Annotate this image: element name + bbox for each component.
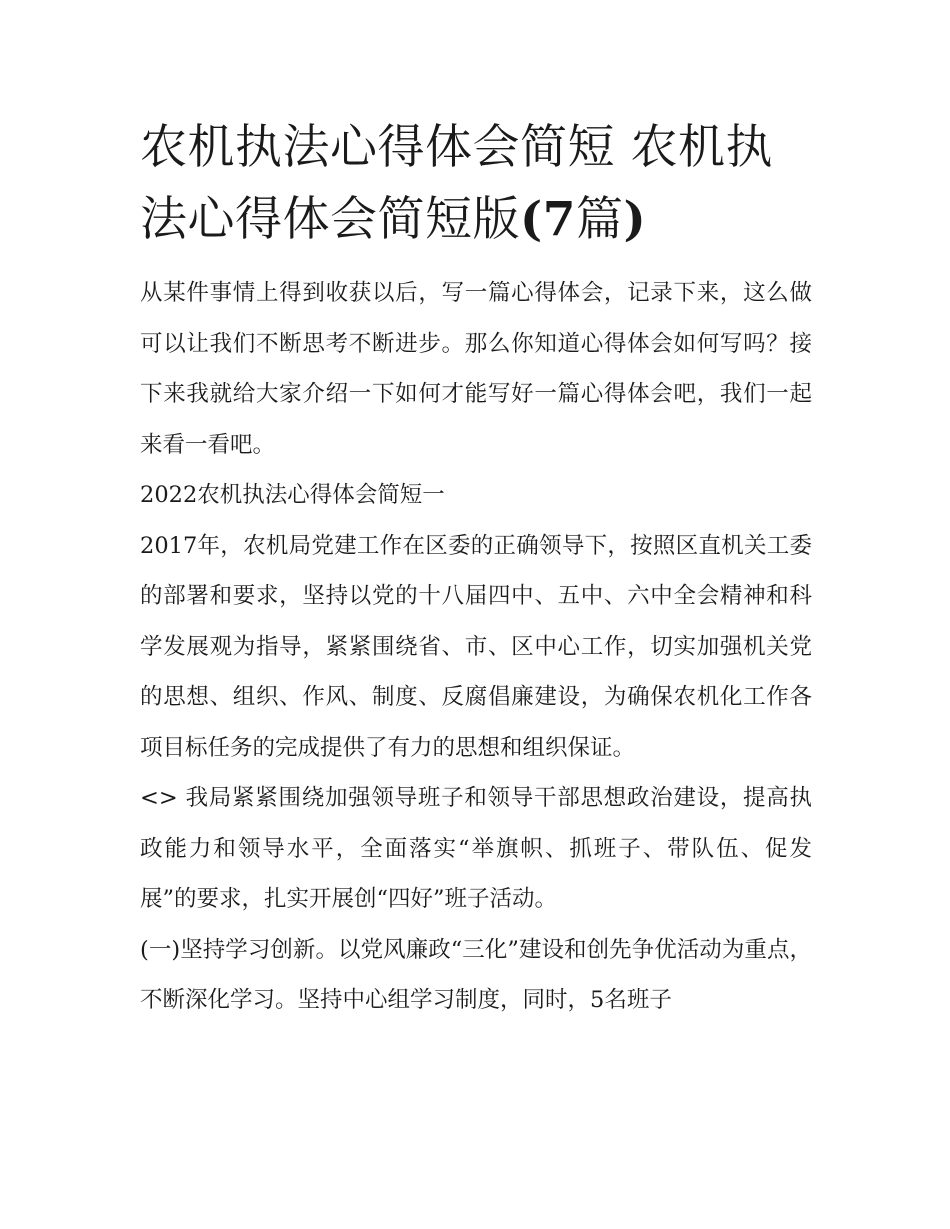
intro-paragraph: 从某件事情上得到收获以后，写一篇心得体会，记录下来，这么做可以让我们不断思考不断进步。那么你知道心得体会如何写吗？接下来我就给大家介绍一下如何才能写好一篇心得体会吧，我们一起来看一看吧。 bbox=[140, 280, 812, 458]
title-close-paren: ) bbox=[623, 192, 647, 247]
section-heading: 2022农机执法心得体会简短一 bbox=[140, 482, 445, 508]
title-text: 农机执法心得体会简短 农机执法心得体会简短版 bbox=[140, 120, 773, 247]
document-title bbox=[140, 112, 812, 256]
body-paragraph-2: <> 我局紧紧围绕加强领导班子和领导干部思想政治建设，提高执政能力和领导水平，全面落实“举旗帜、抓班子、带队伍、促发展”的要求，扎实开展创“四好”班子活动。 bbox=[140, 785, 812, 912]
document-page bbox=[140, 112, 812, 1026]
body-paragraph-1: 2017年，农机局党建工作在区委的正确领导下，按照区直机关工委的部署和要求，坚持以党的十八届四中、五中、六中全会精神和科学发展观为指导，紧紧围绕省、市、区中心工作，切实加强机关党的思想、组织、作风、制度、反腐倡廉建设，为确保农机化工作各项目标任务的完成提供了有力的思想和组织保证。 bbox=[140, 532, 812, 761]
body-paragraph-3: (一)坚持学习创新。以党风廉政“三化”建设和创先争优活动为重点，不断深化学习。坚持中心组学习制度，同时，5名班子 bbox=[140, 936, 812, 1013]
title-count: (7 bbox=[520, 192, 576, 247]
title-count-unit: 篇 bbox=[575, 192, 624, 247]
